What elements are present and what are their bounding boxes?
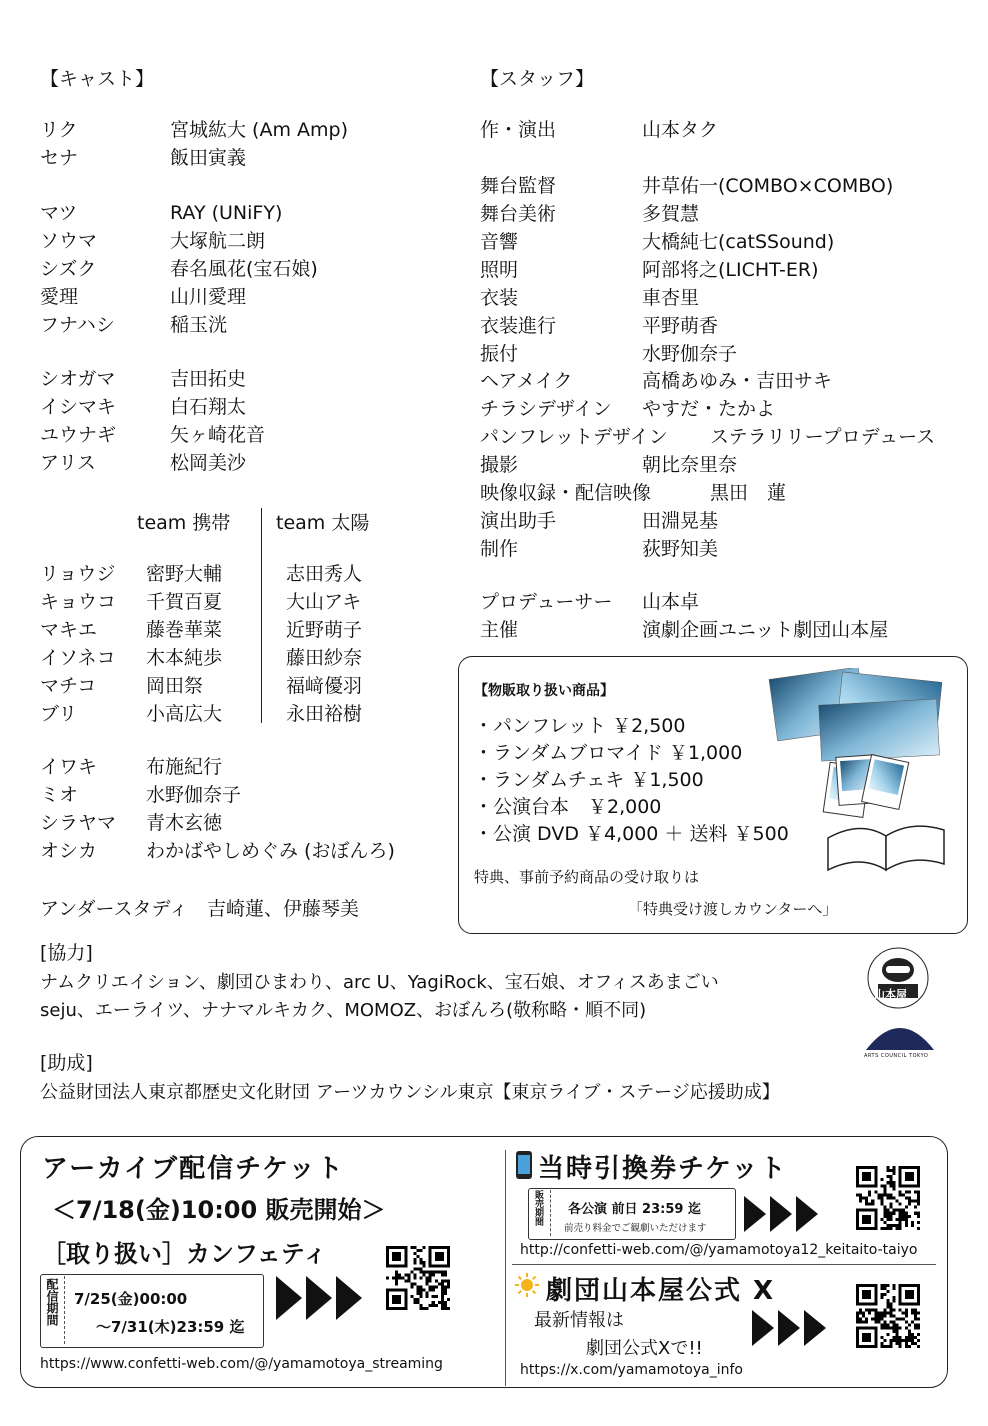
staff-name: 大橋純七(catSSound): [642, 231, 835, 253]
archive-handler: ［取り扱い］カンフェティ: [42, 1240, 327, 1268]
team-cast-role: イソネコ: [40, 647, 116, 669]
cast-role: リク: [40, 119, 78, 141]
exchange-deadline: 各公演 前日 23:59 迄: [568, 1202, 701, 1217]
cast-role: ソウマ: [40, 230, 98, 252]
archive-title: アーカイブ配信チケット: [42, 1154, 345, 1184]
staff-role: 衣装: [480, 287, 519, 309]
staff-name: 黒田 蓮: [710, 482, 787, 504]
cast-actor: 吉田拓史: [170, 368, 247, 390]
staff-name: 山本卓: [642, 591, 700, 613]
archive-qr-code[interactable]: [386, 1246, 450, 1310]
team-a-label: team 携帯: [137, 512, 231, 534]
staff-name: やすだ・たかよ: [642, 398, 776, 420]
arrow-icon: [796, 1196, 818, 1232]
cast-role: シオガマ: [40, 368, 116, 390]
arts-council-logo-text: ARTS COUNCIL TOKYO: [864, 1053, 929, 1059]
troupe-logo-text: 山本屋: [874, 988, 907, 1001]
official-qr-code[interactable]: [856, 1284, 920, 1348]
cast-actor: 矢ヶ崎花音: [170, 424, 266, 446]
cast-actor: 松岡美沙: [170, 452, 247, 474]
ticket-perforation: [64, 1276, 66, 1344]
team-a-actor: 木本純歩: [146, 647, 223, 669]
staff-name: 阿部将之(LICHT-ER): [642, 259, 819, 281]
cast-role: フナハシ: [40, 314, 115, 336]
subsidy-line: 公益財団法人東京都歴史文化財団 アーツカウンシル東京【東京ライブ・ステージ応援助成】: [40, 1082, 780, 1103]
staff-name: 朝比奈里奈: [642, 454, 738, 476]
merch-note-1: 特典、事前予約商品の受け取りは: [474, 868, 700, 886]
understudy: アンダースタディ 吉崎蓮、伊藤琴美: [40, 898, 360, 920]
team-cast-role: マキエ: [40, 619, 98, 641]
staff-role: 撮影: [480, 454, 519, 476]
arrow-icon: [770, 1196, 792, 1232]
official-line-2: 劇団公式Xで!!: [586, 1338, 703, 1359]
staff-role: 制作: [480, 538, 519, 560]
team-b-actor: 藤田紗奈: [286, 647, 363, 669]
merch-photo-illustration: [760, 668, 960, 878]
team-b-label: team 太陽: [276, 512, 370, 534]
staff-heading: 【スタッフ】: [480, 68, 595, 90]
official-url[interactable]: https://x.com/yamamotoya_info: [520, 1362, 743, 1378]
staff-role: 主催: [480, 619, 519, 641]
staff-name: 荻野知美: [642, 538, 719, 560]
staff-name: 高橋あゆみ・吉田サキ: [642, 370, 833, 392]
cast-role: セナ: [40, 147, 79, 169]
exchange-note: 前売り料金でご観劇いただけます: [564, 1223, 707, 1234]
staff-name: ステラリリープロデュース: [710, 426, 936, 448]
arrow-icon: [276, 1276, 302, 1320]
poster-image: [819, 699, 940, 761]
team-a-actor: 藤巻華菜: [146, 619, 223, 641]
cast-actor: わかばやしめぐみ (おぼんろ): [146, 840, 395, 862]
ticket-perforation: [550, 1190, 552, 1236]
cast-heading: 【キャスト】: [40, 68, 155, 90]
arrow-icon: [804, 1310, 826, 1346]
staff-name: 多賀慧: [642, 203, 700, 225]
cast-role: イワキ: [40, 756, 98, 778]
staff-name: 山本タク: [642, 119, 719, 141]
staff-role: 衣装進行: [480, 315, 557, 337]
exchange-arrows: [744, 1196, 818, 1232]
cast-actor: 春名風花(宝石娘): [170, 258, 318, 280]
arrow-icon: [306, 1276, 332, 1320]
archive-sale-start: ＜7/18(金)10:00 販売開始＞: [52, 1196, 386, 1224]
archive-arrows: [276, 1276, 362, 1320]
phone-icon: [514, 1150, 534, 1180]
team-cast-role: マチコ: [40, 675, 97, 697]
staff-name: 田淵晃基: [642, 510, 719, 532]
cast-actor: 水野伽奈子: [146, 784, 242, 806]
team-b-actor: 永田裕樹: [286, 703, 363, 725]
staff-role: 演出助手: [480, 510, 557, 532]
ticket-divider-horizontal: [512, 1264, 936, 1265]
staff-name: 演劇企画ユニット劇団山本屋: [642, 619, 889, 641]
cast-role: シズク: [40, 258, 97, 280]
staff-role: 照明: [480, 259, 519, 281]
archive-url[interactable]: https://www.confetti-web.com/@/yamamotoya_streaming: [40, 1356, 443, 1372]
staff-role: チラシデザイン: [480, 398, 612, 420]
cast-actor: 飯田寅義: [170, 147, 247, 169]
merch-heading: 【物販取り扱い商品】: [474, 683, 614, 699]
staff-role: パンフレットデザイン: [480, 426, 668, 448]
team-b-actor: 福﨑優羽: [286, 675, 363, 697]
official-x-title: 劇団山本屋公式 X: [546, 1276, 776, 1306]
cast-role: ユウナギ: [40, 424, 117, 446]
team-divider: [261, 508, 262, 723]
cooperation-line-1: ナムクリエイション、劇団ひまわり、arc U、YagiRock、宝石娘、オフィスあまごい: [40, 972, 719, 993]
archive-period-label: 配信期間: [45, 1278, 59, 1326]
team-b-actor: 大山アキ: [286, 591, 362, 613]
open-book-icon: [828, 826, 944, 870]
exchange-label: 販売期間: [533, 1190, 543, 1226]
official-arrows: [752, 1310, 826, 1346]
arrow-icon: [336, 1276, 362, 1320]
team-b-actor: 近野萌子: [286, 619, 363, 641]
subsidy-heading: [助成]: [40, 1052, 93, 1074]
team-a-actor: 岡田祭: [146, 675, 204, 697]
cast-role: イシマキ: [40, 396, 117, 418]
merch-item: ・ランダムチェキ ￥1,500: [474, 769, 704, 791]
arrow-icon: [778, 1310, 800, 1346]
cast-role: オシカ: [40, 840, 98, 862]
staff-name: 井草佑一(COMBO×COMBO): [642, 175, 894, 197]
arts-council-logo: [866, 1016, 934, 1052]
cast-actor: 白石翔太: [170, 396, 247, 418]
staff-name: 水野伽奈子: [642, 343, 738, 365]
team-b-actor: 志田秀人: [286, 563, 363, 585]
cast-actor: 稲玉洸: [170, 314, 228, 336]
staff-role: 振付: [480, 343, 519, 365]
team-a-actor: 千賀百夏: [146, 591, 223, 613]
team-a-actor: 小高広大: [146, 703, 223, 725]
cast-actor: 青木玄徳: [146, 812, 223, 834]
team-cast-role: リョウジ: [40, 563, 116, 585]
exchange-qr-code[interactable]: [856, 1166, 920, 1230]
staff-name: 車杏里: [642, 287, 700, 309]
merch-item: ・ランダムブロマイド ￥1,000: [474, 742, 743, 764]
official-line-1: 最新情報は: [534, 1310, 624, 1331]
cast-role: アリス: [40, 452, 96, 474]
cast-actor: RAY (UNiFY): [170, 202, 283, 224]
staff-role: 作・演出: [480, 119, 557, 141]
arrow-icon: [752, 1310, 774, 1346]
staff-role: 舞台監督: [480, 175, 557, 197]
cast-actor: 宮城紘大 (Am Amp): [170, 119, 348, 141]
merch-note-2: 「特典受け渡しカウンターへ」: [628, 900, 838, 918]
staff-name: 平野萌香: [642, 315, 719, 337]
arrow-icon: [744, 1196, 766, 1232]
cast-role: 愛理: [40, 286, 79, 308]
staff-role: ヘアメイク: [480, 370, 573, 392]
ticket-divider-vertical: [505, 1150, 506, 1386]
team-a-actor: 密野大輔: [146, 563, 223, 585]
staff-role: 音響: [480, 231, 519, 253]
cooperation-line-2: seju、エーライツ、ナナマルキカク、MOMOZ、おぼんろ(敬称略・順不同): [40, 1000, 647, 1021]
cast-actor: 布施紀行: [146, 756, 223, 778]
staff-role: プロデューサー: [480, 591, 613, 613]
team-cast-role: キョウコ: [40, 591, 117, 613]
merch-item: ・公演 DVD ￥4,000 ＋ 送料 ￥500: [474, 823, 789, 845]
staff-role: 映像収録・配信映像: [480, 482, 652, 504]
cast-actor: 山川愛理: [170, 286, 247, 308]
cooperation-heading: [協力]: [40, 942, 93, 964]
merch-item: ・パンフレット ￥2,500: [474, 715, 686, 737]
sun-icon: [514, 1272, 540, 1298]
exchange-url[interactable]: http://confetti-web.com/@/yamamotoya12_keitaito-taiyo: [520, 1242, 918, 1258]
archive-period-end: 〜7/31(木)23:59 迄: [96, 1318, 245, 1336]
cast-role: ミオ: [40, 784, 79, 806]
staff-role: 舞台美術: [480, 203, 557, 225]
cast-role: マツ: [40, 202, 78, 224]
exchange-title: 当時引換券チケット: [538, 1154, 788, 1184]
archive-period-start: 7/25(金)00:00: [74, 1290, 188, 1308]
team-cast-role: ブリ: [40, 703, 78, 725]
cast-role: シラヤマ: [40, 812, 117, 834]
cast-actor: 大塚航二朗: [170, 230, 266, 252]
merch-item: ・公演台本 ￥2,000: [474, 796, 662, 818]
